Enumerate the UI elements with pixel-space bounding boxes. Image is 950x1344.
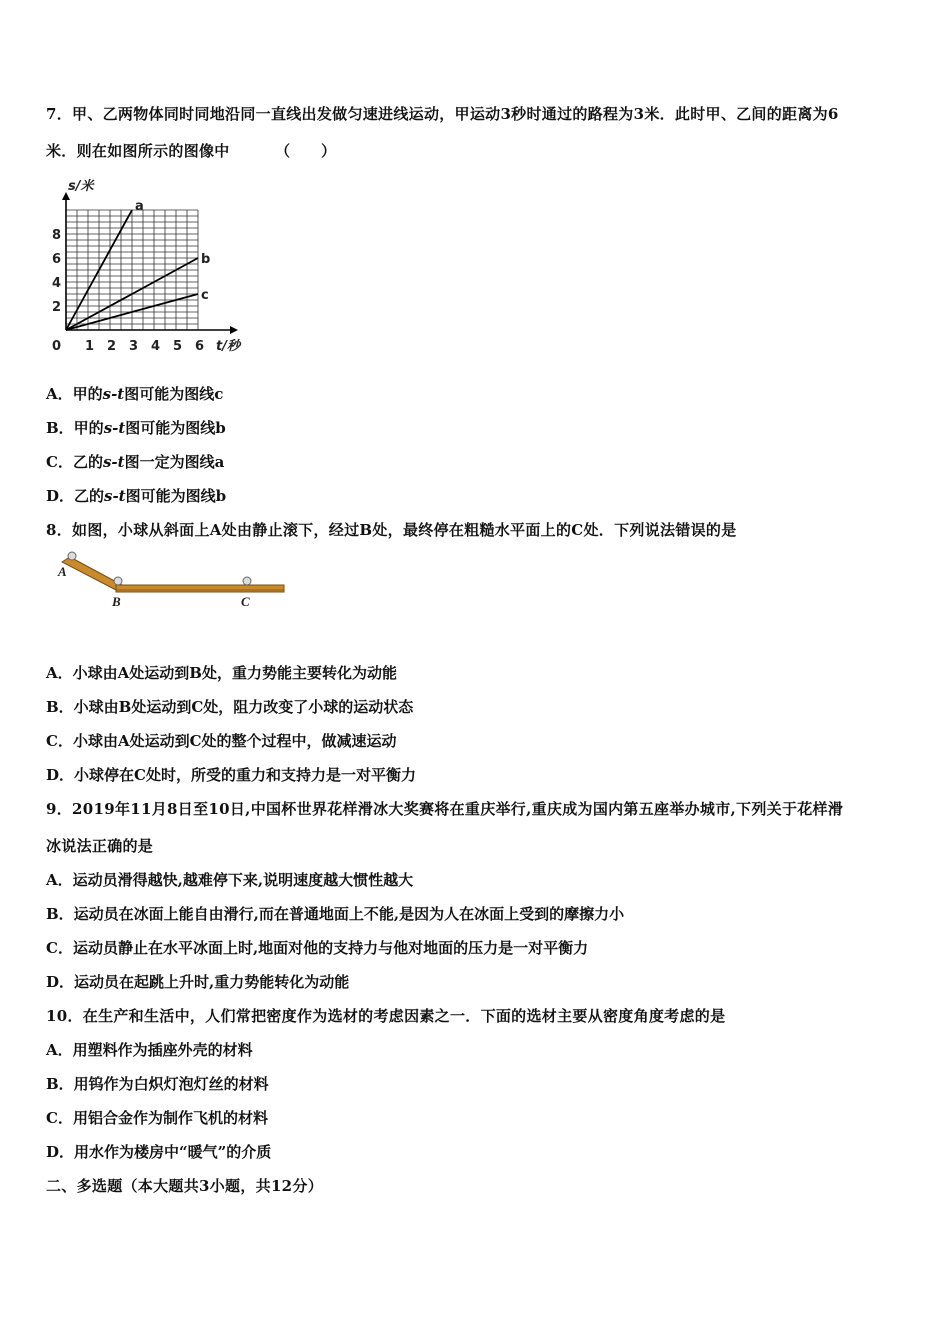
q8-option-d[interactable]: D．小球停在C处时，所受的重力和支持力是一对平衡力	[46, 766, 416, 784]
y-tick-label: 4	[52, 276, 62, 291]
q7-option-c[interactable]: C．乙的s-t图一定为图线a	[46, 453, 225, 471]
y-tick-label: 8	[52, 228, 62, 243]
x-tick-label: 1	[85, 339, 95, 354]
rough-ground	[116, 585, 284, 592]
q8-option-b[interactable]: B．小球由B处运动到C处，阻力改变了小球的运动状态	[46, 698, 414, 716]
ball-at-a	[68, 552, 76, 560]
x-tick-label: 6	[195, 339, 205, 354]
q9-option-c[interactable]: C．运动员静止在水平冰面上时,地面对他的支持力与他对地面的压力是一对平衡力	[46, 939, 589, 957]
q10-option-b[interactable]: B．用钨作为白炽灯泡灯丝的材料	[46, 1075, 269, 1093]
q10-option-d[interactable]: D．用水作为楼房中“暖气”的介质	[46, 1143, 272, 1161]
section2-heading: 二、多选题（本大题共3小题，共12分）	[46, 1177, 324, 1195]
label-a: A	[58, 564, 67, 579]
q7-stem-line1: 7．甲、乙两物体同时同地沿同一直线出发做匀速进线运动，甲运动3秒时通过的路程为3米．此时甲、乙间的距离为6	[46, 105, 839, 123]
chart-labels	[52, 178, 243, 354]
x-tick-label: 3	[129, 339, 139, 354]
q7-stem-line2	[46, 140, 336, 161]
q9-stem-line1: 9．2019年11月8日至10日,中国杯世界花样滑冰大奖赛将在重庆举行,重庆成为国内第五座举办城市,下列关于花样滑	[46, 800, 844, 818]
q10-option-a[interactable]: A．用塑料作为插座外壳的材料	[46, 1041, 253, 1059]
q7-answer-blank: （ ）	[275, 142, 337, 160]
x-tick-label: 2	[107, 339, 117, 354]
x-axis-label: t/秒	[216, 339, 240, 354]
ball-at-c	[243, 577, 251, 585]
label-b: B	[112, 594, 121, 609]
series-label-c: c	[201, 288, 209, 303]
x-tick-label: 0	[52, 339, 62, 354]
series-label-a: a	[135, 199, 144, 214]
x-tick-label: 5	[173, 339, 183, 354]
q9-option-b[interactable]: B．运动员在冰面上能自由滑行,而在普通地面上不能,是因为人在冰面上受到的摩擦力小	[46, 905, 625, 923]
q8-stem: 8．如图，小球从斜面上A处由静止滚下，经过B处，最终停在粗糙水平面上的C处．下列说法错误的是	[46, 521, 737, 539]
q7-option-a[interactable]: A．甲的s-t图可能为图线c	[46, 385, 224, 403]
incline-slope	[62, 557, 122, 590]
q9-option-d[interactable]: D．运动员在起跳上升时,重力势能转化为动能	[46, 973, 350, 991]
y-tick-label: 2	[52, 300, 62, 315]
q8-option-a[interactable]: A．小球由A处运动到B处，重力势能主要转化为动能	[46, 664, 397, 682]
y-axis-label: s/米	[68, 179, 94, 194]
label-c: C	[241, 594, 250, 609]
ball-at-b	[114, 577, 122, 585]
chart-axes	[62, 192, 238, 334]
series-label-b: b	[201, 252, 211, 267]
q9-option-a[interactable]: A．运动员滑得越快,越难停下来,说明速度越大惯性越大	[46, 871, 414, 889]
q7-option-d[interactable]: D．乙的s-t图可能为图线b	[46, 487, 227, 505]
st-graph	[46, 178, 266, 358]
q9-stem-line2: 冰说法正确的是	[46, 837, 154, 855]
y-tick-label: 6	[52, 252, 62, 267]
q7-option-b[interactable]: B．甲的s-t图可能为图线b	[46, 419, 226, 437]
x-tick-label: 4	[151, 339, 161, 354]
incline-figure	[50, 548, 300, 618]
q8-option-c[interactable]: C．小球由A处运动到C处的整个过程中，做减速运动	[46, 732, 397, 750]
x-axis-arrow	[230, 326, 238, 334]
q10-stem: 10．在生产和生活中，人们常把密度作为选材的考虑因素之一．下面的选材主要从密度角度考虑的是	[46, 1007, 726, 1025]
q10-option-c[interactable]: C．用铝合金作为制作飞机的材料	[46, 1109, 268, 1127]
q7-stem-text: 米．则在如图所示的图像中	[46, 142, 230, 160]
